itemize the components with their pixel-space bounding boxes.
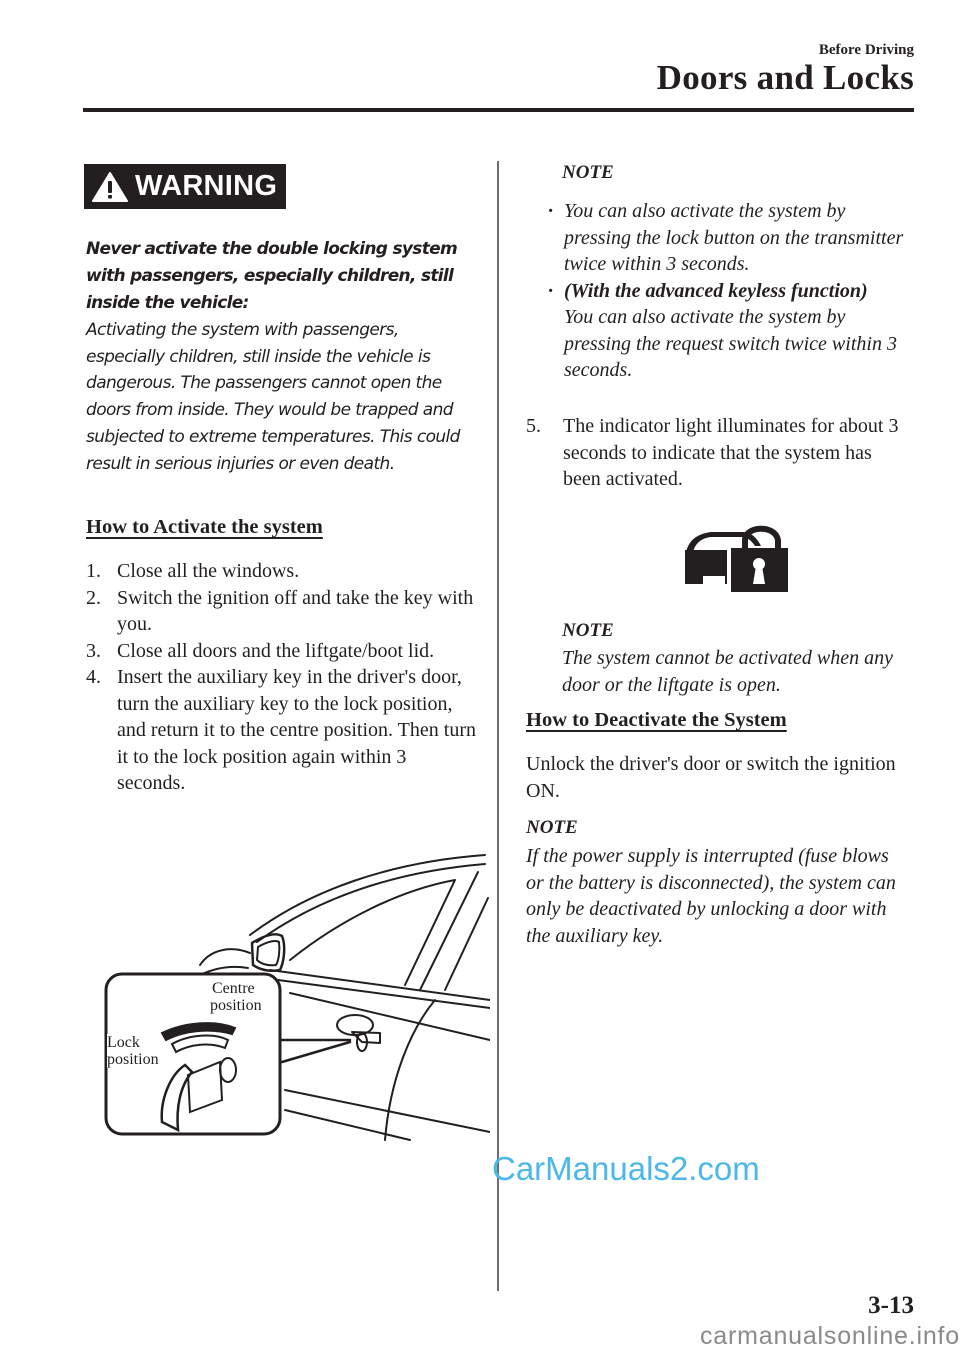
step-text: Close all doors and the liftgate/boot lid. [117,639,435,662]
column-divider [497,161,499,1291]
bullet-dot-icon: · [548,200,553,222]
warning-badge [84,164,286,209]
step-item [86,638,476,665]
bullet-text: You can also activate the system by pressing the lock button on the transmitter twice within 3 seconds. [564,200,904,275]
activate-steps [86,558,476,797]
watermark-link[interactable]: CarManuals2.com [492,1150,760,1187]
bullet-text: You can also activate the system by pressing the request switch twice within 3 seconds. [564,306,897,381]
activate-heading: How to Activate the system [86,516,323,538]
note-text: If the power supply is interrupted (fuse blows or the battery is disconnected), the system can only be deactivated by unlocking a door with the auxiliary key. [526,845,896,947]
header-rule [83,108,914,112]
step-item [526,413,916,493]
step-number: 1. [86,560,101,582]
section-title: Before Driving [818,42,914,58]
warning-heading: Never activate the double locking system with passengers, especially children, still inside the vehicle: [86,239,457,313]
step-number: 5. [526,415,541,437]
page-number: 3-13 [868,1292,914,1319]
page-title: Doors and Locks [656,58,914,97]
warning-triangle-icon [91,171,129,203]
note-bullet [548,278,914,384]
note-label: NOTE [562,162,614,183]
deactivate-heading: How to Deactivate the System [526,709,787,731]
note-bullet [548,198,914,278]
note-label: NOTE [526,817,578,838]
figure-label-centre: Centre position [210,980,262,1014]
note-text: The system cannot be activated when any door or the liftgate is open. [562,647,894,696]
step-item [86,664,476,797]
step-text: The indicator light illuminates for about 3 seconds to indicate that the system has been activated. [563,415,899,490]
warning-label: WARNING [135,170,278,202]
step-number: 3. [86,639,101,662]
step-text: Insert the auxiliary key in the driver's door, turn the auxiliary key to the lock position, and return it to the centre position. Then turn it to the lock position again within 3 seconds. [117,666,476,794]
step-number: 2. [86,586,101,609]
note-label: NOTE [562,620,614,641]
bullet-dot-icon: · [548,279,553,302]
deactivate-text: Unlock the driver's door or switch the ignition ON. [526,753,896,802]
warning-body: Activating the system with passengers, especially children, still inside the vehicle is dangerous. The passengers cannot open the doors from inside. They would be trapped and subjected to extreme temperatures. This could result in serious injuries or even death. [86,320,460,474]
figure-label-lock: Lock position [107,1034,159,1068]
step-item [86,558,476,585]
step-item [86,585,476,638]
note-bullets [548,198,914,384]
bullet-bold-text: (With the advanced keyless function) [564,279,868,302]
step-text: Close all the windows. [117,560,300,582]
site-watermark[interactable]: carmanualsonline.info [699,1322,960,1350]
car-door-key-illustration [100,850,490,1145]
step-text: Switch the ignition off and take the key with you. [117,586,474,635]
double-lock-indicator-icon [683,520,791,592]
step-number: 4. [86,666,101,688]
